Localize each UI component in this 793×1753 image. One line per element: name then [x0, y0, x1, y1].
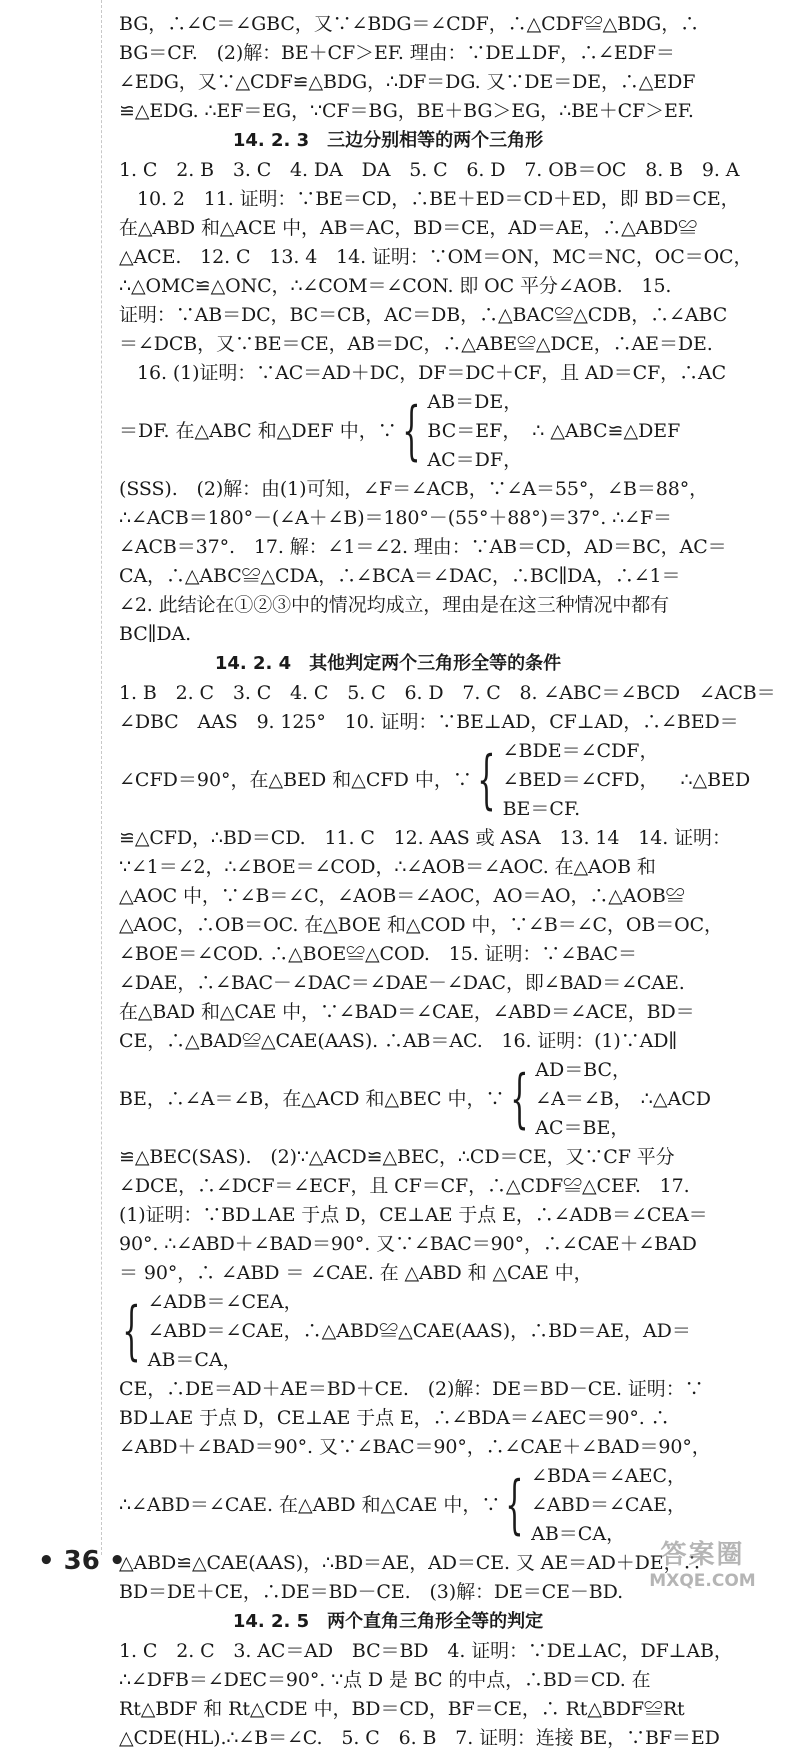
text-line: (1)证明：∵BD⊥AE 于点 D，CE⊥AE 于点 E，∴∠ADB＝∠CEA＝ [119, 1204, 708, 1226]
text-line: ∠ACB＝37°. 17. 解：∠1＝∠2. 理由：∵AB＝CD，AD＝BC，AC＝ [119, 536, 727, 558]
text-line: CE，∴△BAD≌△CAE(AAS). ∴AB＝AC. 16. 证明：(1)∵AD∥ [119, 1030, 678, 1052]
text-line: △CDE(HL).∴∠B＝∠C. 5. C 6. B 7. 证明：连接 BE，∵BF＝ED [119, 1727, 720, 1749]
text-line: △ABD≌△CAE(AAS)，∴BD＝AE，AD＝CE. 又 AE＝AD＋DE，∴ [119, 1552, 702, 1574]
system-row: AC＝DF， [427, 449, 523, 471]
text-line: BD＝DE＋CE，∴DE＝BD－CE. (3)解：DE＝CE－BD. [119, 1581, 624, 1603]
system-rows [503, 737, 659, 824]
text-line: ＝ 90°，∴ ∠ABD ＝ ∠CAE. 在 △ABD 和 △CAE 中， [119, 1262, 593, 1284]
answer-block-7 [119, 1375, 711, 1462]
answer-block-3 [119, 475, 727, 649]
answer-block-4 [119, 679, 776, 737]
system-row: BC＝EF， [427, 420, 522, 442]
left-brace-icon: { [509, 1062, 529, 1136]
system-row: ∠A＝∠B， [535, 1088, 633, 1110]
text-line: ∠2. 此结论在①②③中的情况均成立，理由是在这三种情况中都有 [119, 594, 669, 616]
answer-block-8 [119, 1549, 702, 1607]
text-line: BG＝CF. (2)解：BE＋CF＞EF. 理由：∵DE⊥DF，∴∠EDF＝ [119, 42, 675, 64]
text-line: 10. 2 11. 证明：∵BE＝CD，∴BE＋ED＝CD＋ED，即 BD＝CE， [137, 188, 740, 210]
text-line: 1. C 2. B 3. C 4. DA DA 5. C 6. D 7. OB＝OC 8. B 9. A [119, 159, 740, 181]
left-brace-icon: { [477, 743, 496, 817]
text-line: ∠ABD＋∠BAD＝90°. 又∵∠BAC＝90°，∴∠CAE＋∠BAD＝90°， [119, 1436, 711, 1458]
answer-block-2 [119, 156, 753, 388]
text-line: BC∥DA. [119, 623, 192, 645]
system-tail-text: ∴△BED [680, 769, 751, 791]
system-tail-text: ∴ △ABC≌△DEF [532, 420, 681, 442]
text-line: ∵∠1＝∠2，∴∠BOE＝∠COD，∴∠AOB＝∠AOC. 在△AOB 和 [119, 856, 656, 878]
system-lead-text: ＝DF. 在△ABC 和△DEF 中，∵ [119, 420, 397, 442]
text-line: ∠DCE，∴∠DCF＝∠ECF，且 CF＝CF，∴△CDF≌△CEF. 17. [119, 1175, 690, 1197]
text-line: Rt△BDF 和 Rt△CDE 中，BD＝CD，BF＝CE，∴ Rt△BDF≌Rt [119, 1698, 685, 1720]
system-row: ∠ABD＝∠CAE， [531, 1494, 687, 1516]
text-line: 在△BAD 和△CAE 中，∵∠BAD＝∠CAE，∠ABD＝∠ACE，BD＝ [119, 1001, 695, 1023]
text-line: ≌△EDG. ∴EF＝EG，∵CF＝BG，BE＋BG＞EG，∴BE＋CF＞EF. [119, 100, 694, 122]
watermark-text: 答案圈 [660, 1540, 745, 1570]
section-heading-14-2-5: 14. 2. 5 两个直角三角形全等的判定 [232, 1611, 544, 1632]
text-line: ∠BOE＝∠COD. ∴△BOE≌△COD. 15. 证明：∵∠BAC＝ [119, 943, 637, 965]
answer-block-6 [119, 1143, 708, 1288]
text-line: ∠EDG，又∵△CDF≌△BDG，∴DF＝DG. 又∵DE＝DE，∴△EDF [119, 71, 696, 93]
equation-system-1 [119, 388, 681, 475]
system-row: AC＝BE， [535, 1117, 630, 1139]
text-line: △AOC，∴OB＝OC. 在△BOE 和△COD 中，∵∠B＝∠C，OB＝OC， [119, 914, 723, 936]
system-rows [148, 1288, 691, 1375]
text-line: BD⊥AE 于点 D，CE⊥AE 于点 E，∴∠BDA＝∠AEC＝90°. ∴ [119, 1407, 670, 1429]
page-number: • 36 • [38, 1546, 126, 1576]
left-brace-icon: { [401, 394, 421, 468]
equation-system-3 [119, 1056, 711, 1143]
text-line: ≌△CFD，∴BD＝CD. 11. C 12. AAS 或 ASA 13. 14 14. 证明： [119, 827, 731, 849]
equation-system-4 [119, 1288, 691, 1375]
text-line: 1. C 2. C 3. AC＝AD BC＝BD 4. 证明：∵DE⊥AC，DF⊥AB， [119, 1640, 733, 1662]
system-tail-text: ∴△ACD [640, 1088, 711, 1110]
system-rows [531, 1462, 686, 1549]
watermark-url: MXQE.COM [649, 1571, 756, 1591]
text-line: 90°. ∴∠ABD＋∠BAD＝90°. 又∵∠BAC＝90°，∴∠CAE＋∠BAD [119, 1233, 697, 1255]
text-line: 16. (1)证明：∵AC＝AD＋DC，DF＝DC＋CF，且 AD＝CF，∴AC [137, 362, 727, 384]
watermark-logo [620, 1540, 785, 1598]
system-rows [427, 388, 522, 475]
margin-rule [101, 0, 102, 1555]
section-heading-14-2-4: 14. 2. 4 其他判定两个三角形全等的条件 [214, 653, 562, 674]
text-line: ∴∠DFB＝∠DEC＝90°. ∵点 D 是 BC 的中点，∴BD＝CD. 在 [119, 1669, 651, 1691]
text-line: ≌△BEC(SAS). (2)∵△ACD≌△BEC，∴CD＝CE，又∵CF 平分 [119, 1146, 675, 1168]
text-line: 1. B 2. C 3. C 4. C 5. C 6. D 7. C 8. ∠ABC＝∠BCD ∠ACB＝ [119, 682, 776, 704]
system-row: ∠BDA＝∠AEC， [531, 1465, 687, 1487]
system-row: ∠BED＝∠CFD， [502, 769, 659, 791]
text-line: CE，∴DE＝AD＋AE＝BD＋CE. (2)解：DE＝BD－CE. 证明：∵ [119, 1378, 704, 1400]
system-lead-text: ∠CFD＝90°，在△BED 和△CFD 中，∵ [119, 769, 472, 791]
system-rows [535, 1056, 633, 1143]
system-row: AB＝DE， [427, 391, 523, 413]
system-lead-text: BE，∴∠A＝∠B，在△ACD 和△BEC 中，∵ [119, 1088, 505, 1110]
text-line: △ACE. 12. C 13. 4 14. 证明：∵OM＝ON，MC＝NC，OC＝OC， [119, 246, 753, 268]
system-row: AB＝CA， [147, 1349, 242, 1371]
answer-block-9 [119, 1637, 733, 1753]
text-line: △AOC 中，∵∠B＝∠C，∠AOB＝∠AOC，AO＝AO，∴△AOB≌ [119, 885, 685, 907]
text-line: ∠DBC AAS 9. 125° 10. 证明：∵BE⊥AD，CF⊥AD，∴∠BED＝ [119, 711, 739, 733]
system-row: ∠ABD＝∠CAE，∴△ABD≌△CAE(AAS)，∴BD＝AE，AD＝ [147, 1320, 691, 1342]
equation-system-5 [119, 1462, 687, 1549]
text-line: BG，∴∠C＝∠GBC，又∵∠BDG＝∠CDF，∴△CDF≌△BDG，∴ [119, 13, 700, 35]
text-line: 证明：∵AB＝DC，BC＝CB，AC＝DB，∴△BAC≌△CDB，∴∠ABC [119, 304, 728, 326]
answer-block-1 [119, 10, 700, 126]
text-line: (SSS). (2)解：由(1)可知，∠F＝∠ACB，∵∠A＝55°，∠B＝88°， [119, 478, 708, 500]
answer-block-5 [119, 824, 731, 1056]
text-line: ∴∠ACB＝180°－(∠A＋∠B)＝180°－(55°＋88°)＝37°. ∴∠F＝ [119, 507, 672, 529]
system-lead-text: ∴∠ABD＝∠CAE. 在△ABD 和△CAE 中，∵ [119, 1494, 501, 1516]
section-heading-14-2-3: 14. 2. 3 三边分别相等的两个三角形 [232, 130, 544, 151]
system-row: ∠ADB＝∠CEA， [147, 1291, 303, 1313]
equation-system-2 [119, 737, 751, 824]
text-line: ＝∠DCB，又∵BE＝CE，AB＝DC，∴△ABE≌△DCE，∴AE＝DE. [119, 333, 713, 355]
text-line: ∠DAE，∴∠BAC－∠DAC＝∠DAE－∠DAC，即∠BAD＝∠CAE. [119, 972, 685, 994]
text-line: ∴△OMC≌△ONC，∴∠COM＝∠CON. 即 OC 平分∠AOB. 15. [119, 275, 672, 297]
system-row: AB＝CA， [531, 1523, 626, 1545]
system-row: AD＝BC， [535, 1059, 632, 1081]
system-row: BE＝CF. [502, 798, 581, 820]
left-brace-icon: { [505, 1468, 524, 1542]
text-line: CA，∴△ABC≌△CDA，∴∠BCA＝∠DAC，∴BC∥DA，∴∠1＝ [119, 565, 681, 587]
left-brace-icon: { [122, 1294, 141, 1368]
text-line: 在△ABD 和△ACE 中，AB＝AC，BD＝CE，AD＝AE，∴△ABD≌ [119, 217, 698, 239]
system-row: ∠BDE＝∠CDF， [502, 740, 659, 762]
